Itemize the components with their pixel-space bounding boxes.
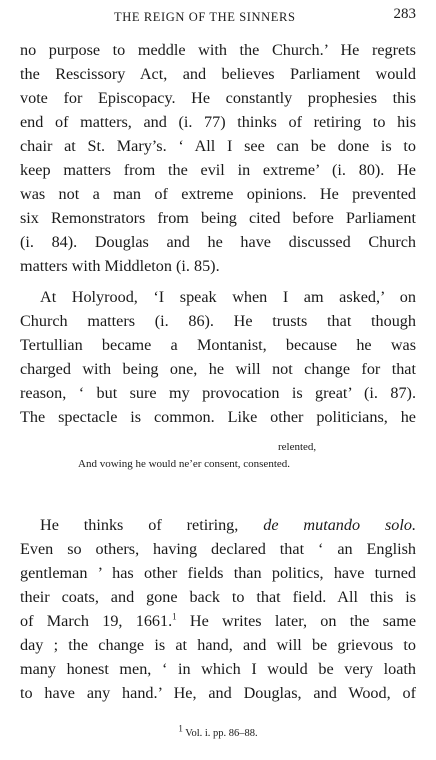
footnote-text: Vol. i. pp. 86–88. — [182, 728, 258, 739]
verse-line-1: relented, — [278, 441, 317, 453]
paragraph-1-line: no purpose to meddle with the Church.’ He regrets — [20, 41, 416, 59]
paragraph-1-line: the Rescissory Act, and believes Parliament would — [20, 65, 416, 83]
paragraph-3-line: to have any hand.’ He, and Douglas, and Wood, of — [20, 684, 416, 702]
paragraph-3-text: of March 19, 1661. — [20, 612, 173, 630]
paragraph-1-line: chair at St. Mary’s. ‘ All I see can be done is to — [20, 137, 416, 155]
italic-phrase: de mutando solo. — [263, 516, 416, 534]
footnote — [0, 723, 436, 739]
paragraph-3-line: day ; the change is at hand, and will be grievous to — [20, 636, 416, 654]
paragraph-1-line: six Remonstrators from being cited before Parliament — [20, 209, 416, 227]
paragraph-3-line — [20, 609, 416, 633]
paragraph-3-text: He thinks of retiring, — [40, 516, 264, 534]
paragraph-1-line: keep matters from the evil in extreme’ (i. 80). He — [20, 161, 416, 179]
paragraph-1-line: (i. 84). Douglas and he have discussed Church — [20, 233, 416, 251]
paragraph-2-line: The spectacle is common. Like other politicians, he — [20, 408, 416, 426]
paragraph-2-line: reason, ‘ but sure my provocation is great’ (i. 87). — [20, 384, 416, 402]
paragraph-3-line: gentleman ’ has other fields than politics, have turned — [20, 564, 416, 582]
paragraph-1-line: matters with Middleton (i. 85). — [20, 257, 220, 275]
paragraph-3-line: their coats, and gone back to that field. All this is — [20, 588, 416, 606]
paragraph-1-line: end of matters, and (i. 77) thinks of retiring to his — [20, 113, 416, 131]
page-header — [20, 6, 416, 28]
verse-line-2: And vowing he would ne’er consent, consented. — [78, 458, 291, 470]
paragraph-3-line: many honest men, ‘ in which I would be very loath — [20, 660, 416, 678]
paragraph-2-line: charged with being one, he will not change for that — [20, 360, 416, 378]
paragraph-2-line: At Holyrood, ‘I speak when I am asked,’ on — [40, 288, 416, 306]
paragraph-3-text: He writes later, on the same — [176, 612, 416, 630]
paragraph-3-line — [40, 513, 416, 537]
paragraph-1-line: vote for Episcopacy. He constantly prophesies this — [20, 89, 416, 107]
paragraph-2-line: Church matters (i. 86). He trusts that though — [20, 312, 416, 330]
running-head: THE REIGN OF THE SINNERS — [114, 10, 296, 24]
footnote-reference: 1 — [172, 611, 177, 622]
paragraph-3-line: Even so others, having declared that ‘ an English — [20, 540, 416, 558]
paragraph-1-line: was not a man of extreme opinions. He prevented — [20, 185, 416, 203]
paragraph-2-line: Tertullian became a Montanist, because he was — [20, 336, 416, 354]
footnote-mark: 1 — [178, 723, 183, 734]
page-number: 283 — [393, 6, 416, 22]
